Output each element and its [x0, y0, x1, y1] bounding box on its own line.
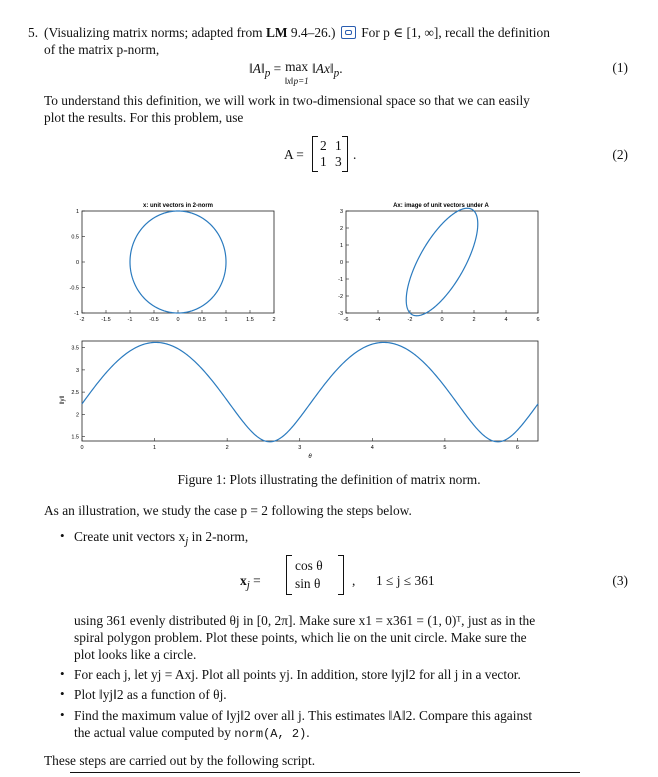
problem-title-ref: 9.4–26.) [287, 25, 336, 40]
bottom-x-tick-label: 2 [225, 445, 229, 451]
left-x-tick-label: 0 [176, 317, 180, 323]
bottom-x-tick-label: 3 [298, 445, 302, 451]
left-x-tick-label: 1 [224, 317, 228, 323]
para1-line2: plot the results. For this problem, use [44, 110, 244, 125]
eq3-comma: , [352, 573, 356, 588]
right-x-tick-label: 0 [440, 317, 444, 323]
plot-right-frame [346, 211, 538, 313]
plot-bottom [60, 341, 538, 460]
bullet4-code: norm(A, 2) [234, 727, 307, 741]
bottom-x-tick-label: 6 [515, 445, 519, 451]
left-y-tick-label: 1 [75, 209, 79, 215]
plot-right-ellipse [406, 208, 478, 316]
external-link-icon[interactable] [341, 26, 356, 39]
eq3-op: = [249, 573, 261, 588]
left-y-tick-label: 0 [75, 260, 79, 266]
left-x-tick-label: -1.5 [101, 317, 111, 323]
bullet1-cont-2: spiral polygon problem. Plot these points, which lie on the unit circle. Make sure the [74, 630, 527, 645]
bottom-y-tick-label: 2.5 [71, 390, 79, 397]
left-x-tick-label: 2 [272, 317, 276, 323]
plot-bottom-ylabel: ‖y‖ [60, 396, 66, 404]
bottom-y-tick-label: 3 [75, 367, 79, 374]
eq1-sub: p [264, 67, 271, 80]
bullet-dot: • [60, 686, 65, 701]
eq1-rhs-sub: p [333, 67, 340, 80]
right-x-tick-label: 6 [536, 317, 540, 323]
right-y-tick-label: -3 [338, 311, 343, 317]
right-y-tick-label: 1 [339, 243, 343, 249]
eq2-matrix [312, 136, 348, 172]
eq3-number: (3) [612, 573, 628, 588]
bottom-x-tick-label: 4 [370, 445, 374, 451]
eq1-end: . [339, 61, 343, 76]
left-x-tick-label: 0.5 [198, 317, 206, 323]
eq1-max-block [285, 60, 309, 88]
eq3-lhs: x [240, 573, 247, 588]
bullet4-pre: the actual value computed by [74, 725, 235, 740]
plot-bottom-xticks [80, 438, 519, 451]
right-x-tick-label: 4 [504, 317, 508, 323]
bullet1-sub: j [185, 535, 189, 548]
eq2-m21: 1 [320, 154, 327, 169]
bottom-y-tick-label: 2 [75, 412, 79, 419]
right-y-tick-label: 0 [339, 260, 343, 266]
eq1-lhs: ‖A‖ [249, 61, 265, 76]
left-x-tick-label: 1.5 [246, 317, 254, 323]
left-x-tick-label: -0.5 [149, 317, 159, 323]
plot-right [338, 203, 539, 323]
para3: These steps are carried out by the following script. [44, 753, 316, 768]
plot-left [70, 203, 276, 323]
right-x-tick-label: -6 [343, 317, 349, 323]
eq1-number: (1) [612, 60, 628, 75]
bullet-dot: • [60, 666, 65, 681]
right-y-tick-label: 2 [339, 226, 343, 232]
bullet2: For each j, let yj = Axj. Plot all points yj. In addition, store ‖yj‖2 for all j in a vector. [74, 667, 521, 682]
problem-intro-tail: For p ∈ [1, ∞], recall the definition [361, 25, 550, 40]
eq3-sub: j [246, 579, 250, 592]
bullet3: Plot ‖yj‖2 as a function of θj. [74, 687, 227, 702]
eq2-m12: 1 [335, 138, 342, 153]
figure-caption: Figure 1: Plots illustrating the definition of matrix norm. [177, 472, 481, 487]
problem-intro [44, 24, 550, 41]
eq2-end: . [353, 147, 357, 162]
plot-left-frame [82, 211, 274, 313]
right-x-tick-label: 2 [472, 317, 476, 323]
bottom-y-tick-label: 1.5 [71, 434, 79, 441]
bottom-y-tick-label: 3.5 [71, 345, 79, 352]
plot-bottom-frame [82, 341, 538, 441]
eq1-op: = [270, 61, 285, 76]
eq2-number: (2) [612, 147, 628, 162]
code-top-rule [70, 772, 580, 773]
bullet1-text: Create unit vectors x [74, 529, 186, 544]
bullet1-tail: in 2-norm, [188, 529, 249, 544]
plot-left-yticks [70, 209, 85, 317]
plot-bottom-xlabel: θ [308, 454, 312, 460]
bullet4-line1: Find the maximum value of ‖yj‖2 over all j. This estimates ‖A‖2. Compare this against [74, 708, 533, 723]
figure-1 [0, 196, 658, 464]
right-y-tick-label: 3 [339, 209, 343, 215]
bottom-x-tick-label: 5 [443, 445, 447, 451]
plot-left-xticks [80, 310, 276, 323]
left-x-tick-label: -2 [79, 317, 85, 323]
eq1-cond: ‖x‖p=1 [284, 76, 309, 86]
para1-line1: To understand this definition, we will work in two-dimensional space so that we can easily [44, 93, 530, 108]
bullet4-line2 [74, 724, 310, 743]
eq1-rhs: ‖Ax‖ [312, 61, 334, 76]
bullet1 [74, 528, 248, 551]
left-y-tick-label: -0.5 [69, 285, 79, 292]
problem-title-open: (Visualizing matrix norms; adapted from [44, 25, 266, 40]
eq3-lhs-block [240, 573, 261, 592]
right-x-tick-label: -4 [375, 317, 381, 323]
bullet4-post: . [306, 725, 310, 740]
eq1-max: max [285, 59, 309, 74]
equation-1 [249, 60, 343, 88]
eq3-vector [286, 555, 344, 595]
eq3-bot: sin θ [295, 576, 321, 591]
plot-left-circle [130, 211, 226, 313]
bullet1-cont-3: plot looks like a circle. [74, 647, 197, 662]
left-y-tick-label: 0.5 [71, 234, 79, 241]
problem-intro-line2: of the matrix p-norm, [44, 42, 160, 57]
eq3-range: 1 ≤ j ≤ 361 [376, 573, 435, 588]
para2: As an illustration, we study the case p = 2 following the steps below. [44, 503, 412, 518]
plot-bottom-yticks [71, 346, 85, 441]
right-y-tick-label: -1 [338, 277, 343, 283]
bullet1-cont-1: using 361 evenly distributed θj in [0, 2π]. Make sure x1 = x361 = (1, 0)ᵀ, just as in the [74, 613, 536, 628]
eq2-m11: 2 [320, 138, 327, 153]
right-y-tick-label: -2 [338, 294, 343, 300]
plot-left-title: x: unit vectors in 2-norm [142, 203, 214, 209]
plot-bottom-norm-curve [82, 342, 538, 441]
bullet-dot: • [60, 528, 65, 543]
plot-right-title: Ax: image of unit vectors under A [393, 203, 489, 209]
bullet-dot: • [60, 707, 65, 722]
bottom-x-tick-label: 1 [153, 445, 157, 451]
left-x-tick-label: -1 [127, 317, 133, 323]
plot-right-xticks [344, 310, 540, 323]
plot-right-yticks [338, 209, 349, 317]
eq3-top: cos θ [295, 558, 323, 573]
problem-number: 5. [28, 25, 39, 40]
bottom-x-tick-label: 0 [80, 445, 84, 451]
left-y-tick-label: -1 [74, 311, 79, 317]
eq2-lhs: A = [284, 147, 304, 162]
right-x-tick-label: -2 [407, 317, 413, 323]
problem-title-bold: LM [265, 25, 288, 40]
eq2-m22: 3 [335, 154, 342, 169]
